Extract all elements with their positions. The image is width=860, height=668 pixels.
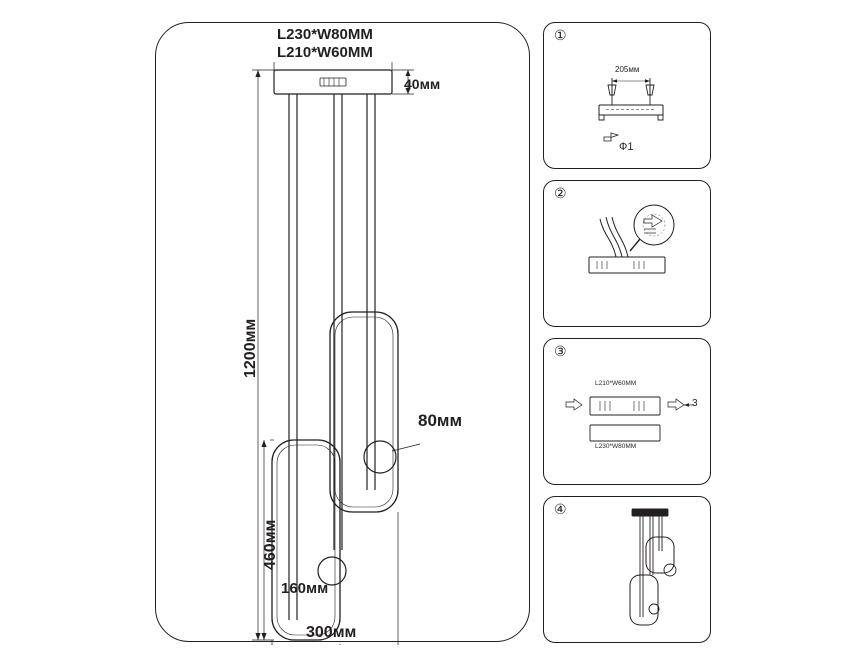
label-height-1200: 1200мм bbox=[242, 318, 259, 378]
label-width-300: 300мм bbox=[306, 624, 357, 641]
step-4-illustration bbox=[544, 497, 712, 644]
step-panel-1 bbox=[543, 22, 711, 169]
label-top-size-1: L230*W80MM bbox=[277, 26, 373, 43]
lamp-elevation-drawing bbox=[152, 20, 532, 645]
label-width-80: 80мм bbox=[418, 411, 463, 430]
step-number-1: ① bbox=[554, 27, 567, 43]
step-number-3: ③ bbox=[554, 343, 567, 359]
step-2-illustration bbox=[544, 181, 712, 328]
step-panel-4 bbox=[543, 496, 711, 643]
step-3-dim-bottom: L230*W80MM bbox=[595, 443, 637, 450]
step-3-dim-top: L210*W60MM bbox=[595, 380, 637, 387]
label-height-40: 40мм bbox=[404, 76, 441, 92]
step-1-dim-label: 205мм bbox=[615, 65, 640, 74]
step-panel-3 bbox=[543, 338, 711, 485]
step-panel-2 bbox=[543, 180, 711, 327]
label-height-460: 460мм bbox=[262, 519, 279, 570]
step-3-illustration bbox=[544, 339, 712, 486]
step-number-2: ② bbox=[554, 185, 567, 201]
step-3-screw-label: 3 bbox=[692, 398, 698, 409]
step-1-screw-label: Ф1 bbox=[619, 141, 634, 153]
step-number-4: ④ bbox=[554, 501, 567, 517]
label-top-size-2: L210*W60MM bbox=[277, 44, 373, 61]
label-width-160: 160мм bbox=[281, 580, 329, 597]
